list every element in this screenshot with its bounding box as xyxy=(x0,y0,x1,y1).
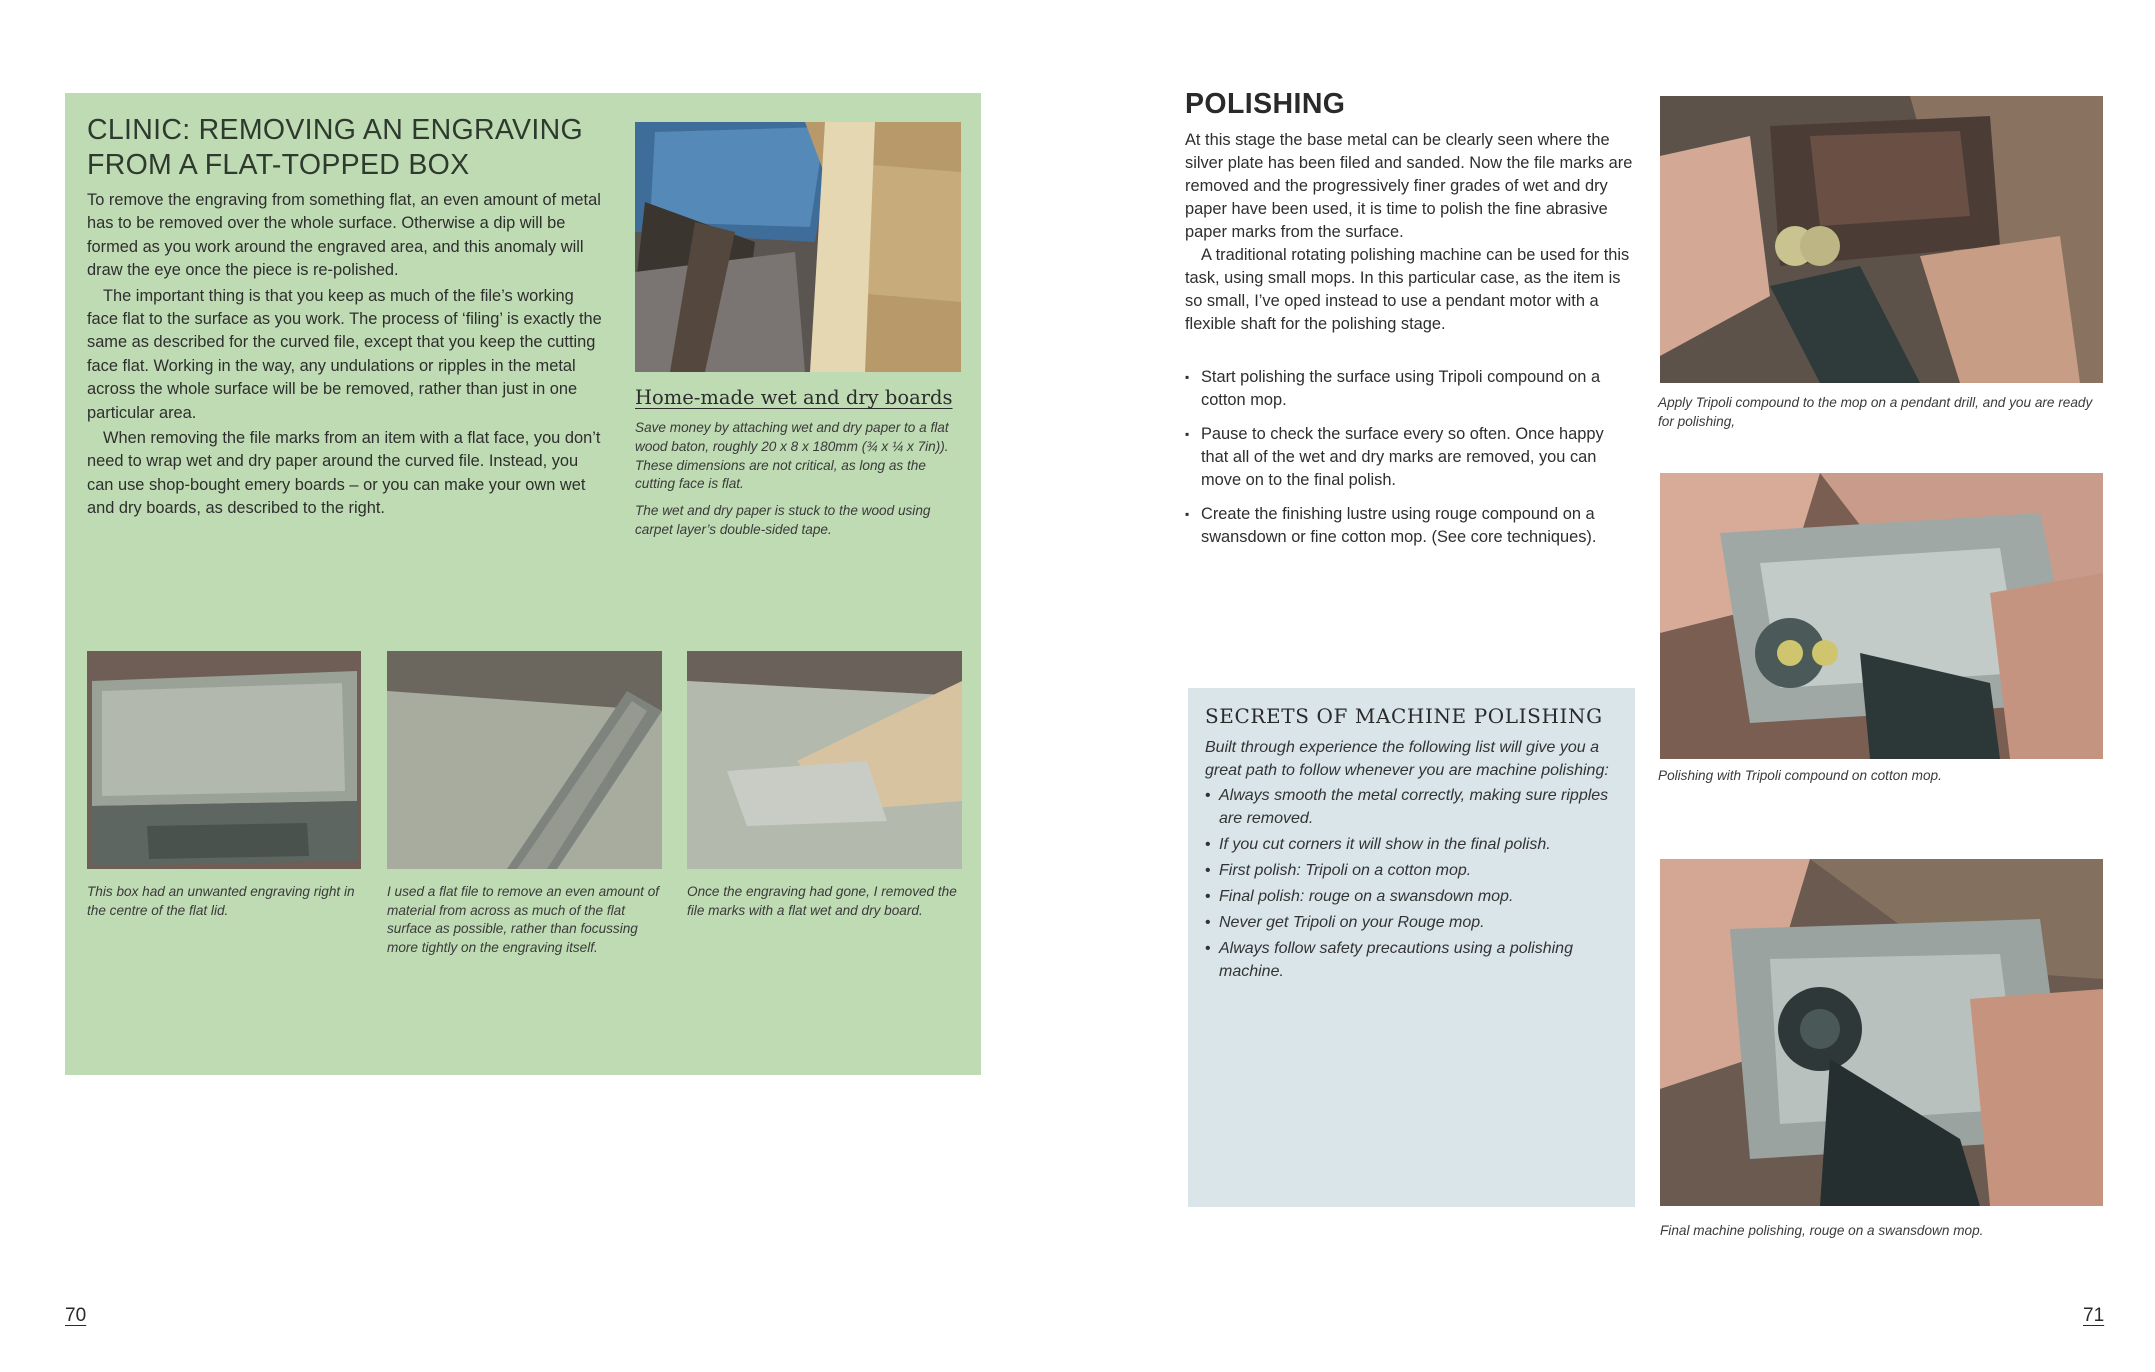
homemade-boards-title: Home-made wet and dry boards xyxy=(635,386,953,409)
homemade-caption-line: Save money by attaching wet and dry paper to a flat wood baton, roughly 20 x 8 x 180mm (¾ x ¼ x 7in)). These dimensions are not critical, as long as the cutting face is flat. xyxy=(635,420,949,492)
clinic-title: CLINIC: REMOVING AN ENGRAVING FROM A FLAT-TOPPED BOX xyxy=(87,114,583,181)
homemade-caption-line: The wet and dry paper is stuck to the wood using carpet layer’s double-sided tape. xyxy=(635,503,931,537)
photo-caption: Polishing with Tripoli compound on cotton mop. xyxy=(1658,768,1942,783)
photo-caption: Apply Tripoli compound to the mop on a pendant drill, and you are ready for polishing, xyxy=(1658,395,2093,429)
homemade-boards-caption xyxy=(635,419,961,540)
page-number-left: 70 xyxy=(65,1305,87,1326)
clinic-paragraph: The important thing is that you keep as much of the file’s working face flat to the surface as you work. The process of ‘filing’ is exactly the same as described for the curved file, except that you keep the cutting face flat. Working in the way, any undulations or ripples in the metal across the whole surface will be be removed, rather than just in one particular area. xyxy=(87,286,602,422)
list-item: • If you cut corners it will show in the final polish. xyxy=(1205,833,1630,856)
flat-file-photo xyxy=(387,651,662,869)
secrets-title: SECRETS OF MACHINE POLISHING xyxy=(1205,704,1603,728)
polishing-body xyxy=(1185,129,1635,336)
secrets-list xyxy=(1205,784,1630,986)
list-item: ▪ Create the finishing lustre using rouge compound on a swansdown or fine cotton mop. (See core techniques). xyxy=(1185,503,1635,549)
secrets-intro: Built through experience the following list will give you a great path to follow whenever you are machine polishing: xyxy=(1205,739,1609,779)
list-item: • First polish: Tripoli on a cotton mop. xyxy=(1205,859,1630,882)
tripoli-cotton-mop-photo xyxy=(1660,473,2103,759)
clinic-body xyxy=(87,189,605,521)
list-item: • Final polish: rouge on a swansdown mop. xyxy=(1205,885,1630,908)
list-item: • Always follow safety precautions using a polishing machine. xyxy=(1205,937,1630,983)
polishing-title: POLISHING xyxy=(1185,88,1346,120)
step-caption: I used a flat file to remove an even amount of material from across as much of the flat surface as possible, rather than focussing more tightly on the engraving itself. xyxy=(387,884,660,955)
step-caption: Once the engraving had gone, I removed the file marks with a flat wet and dry board. xyxy=(687,884,957,918)
wet-dry-board-in-use-photo xyxy=(687,651,962,869)
polishing-paragraph: At this stage the base metal can be clearly seen where the silver plate has been filed and sanded. Now the file marks are removed and the progressively finer grades of wet and dry paper have been used, it is time to polish the fine abrasive paper marks from the surface. xyxy=(1185,131,1633,241)
polishing-paragraph: A traditional rotating polishing machine can be used for this task, using small mops. In this particular case, as the item is so small, I’ve oped instead to use a pendant motor with a flexible shaft for the polishing stage. xyxy=(1185,246,1630,333)
page-number-right: 71 xyxy=(2083,1305,2105,1326)
polishing-steps-list xyxy=(1185,366,1635,560)
clinic-paragraph: When removing the file marks from an item with a flat face, you don’t need to wrap wet and dry paper around the curved file. Instead, you can use shop-bought emery boards – or you can make your own wet and dry boards, as described to the right. xyxy=(87,429,601,518)
list-item: • Never get Tripoli on your Rouge mop. xyxy=(1205,911,1630,934)
engraved-box-photo xyxy=(87,651,361,869)
list-item: ▪ Pause to check the surface every so often. Once happy that all of the wet and dry marks are removed, you can move on to the final polish. xyxy=(1185,423,1635,492)
list-item: • Always smooth the metal correctly, making sure ripples are removed. xyxy=(1205,784,1630,830)
rouge-swansdown-photo xyxy=(1660,859,2103,1206)
step-caption: This box had an unwanted engraving right in the centre of the flat lid. xyxy=(87,884,355,918)
clinic-paragraph: To remove the engraving from something flat, an even amount of metal has to be removed over the whole surface. Otherwise a dip will be formed as you work around the engraved area, and this anomaly will draw the eye once the piece is re-polished. xyxy=(87,191,601,280)
list-item: ▪ Start polishing the surface using Tripoli compound on a cotton mop. xyxy=(1185,366,1635,412)
wet-dry-boards-photo xyxy=(635,122,961,372)
photo-caption: Final machine polishing, rouge on a swansdown mop. xyxy=(1660,1223,1984,1238)
tripoli-pendant-drill-photo xyxy=(1660,96,2103,383)
